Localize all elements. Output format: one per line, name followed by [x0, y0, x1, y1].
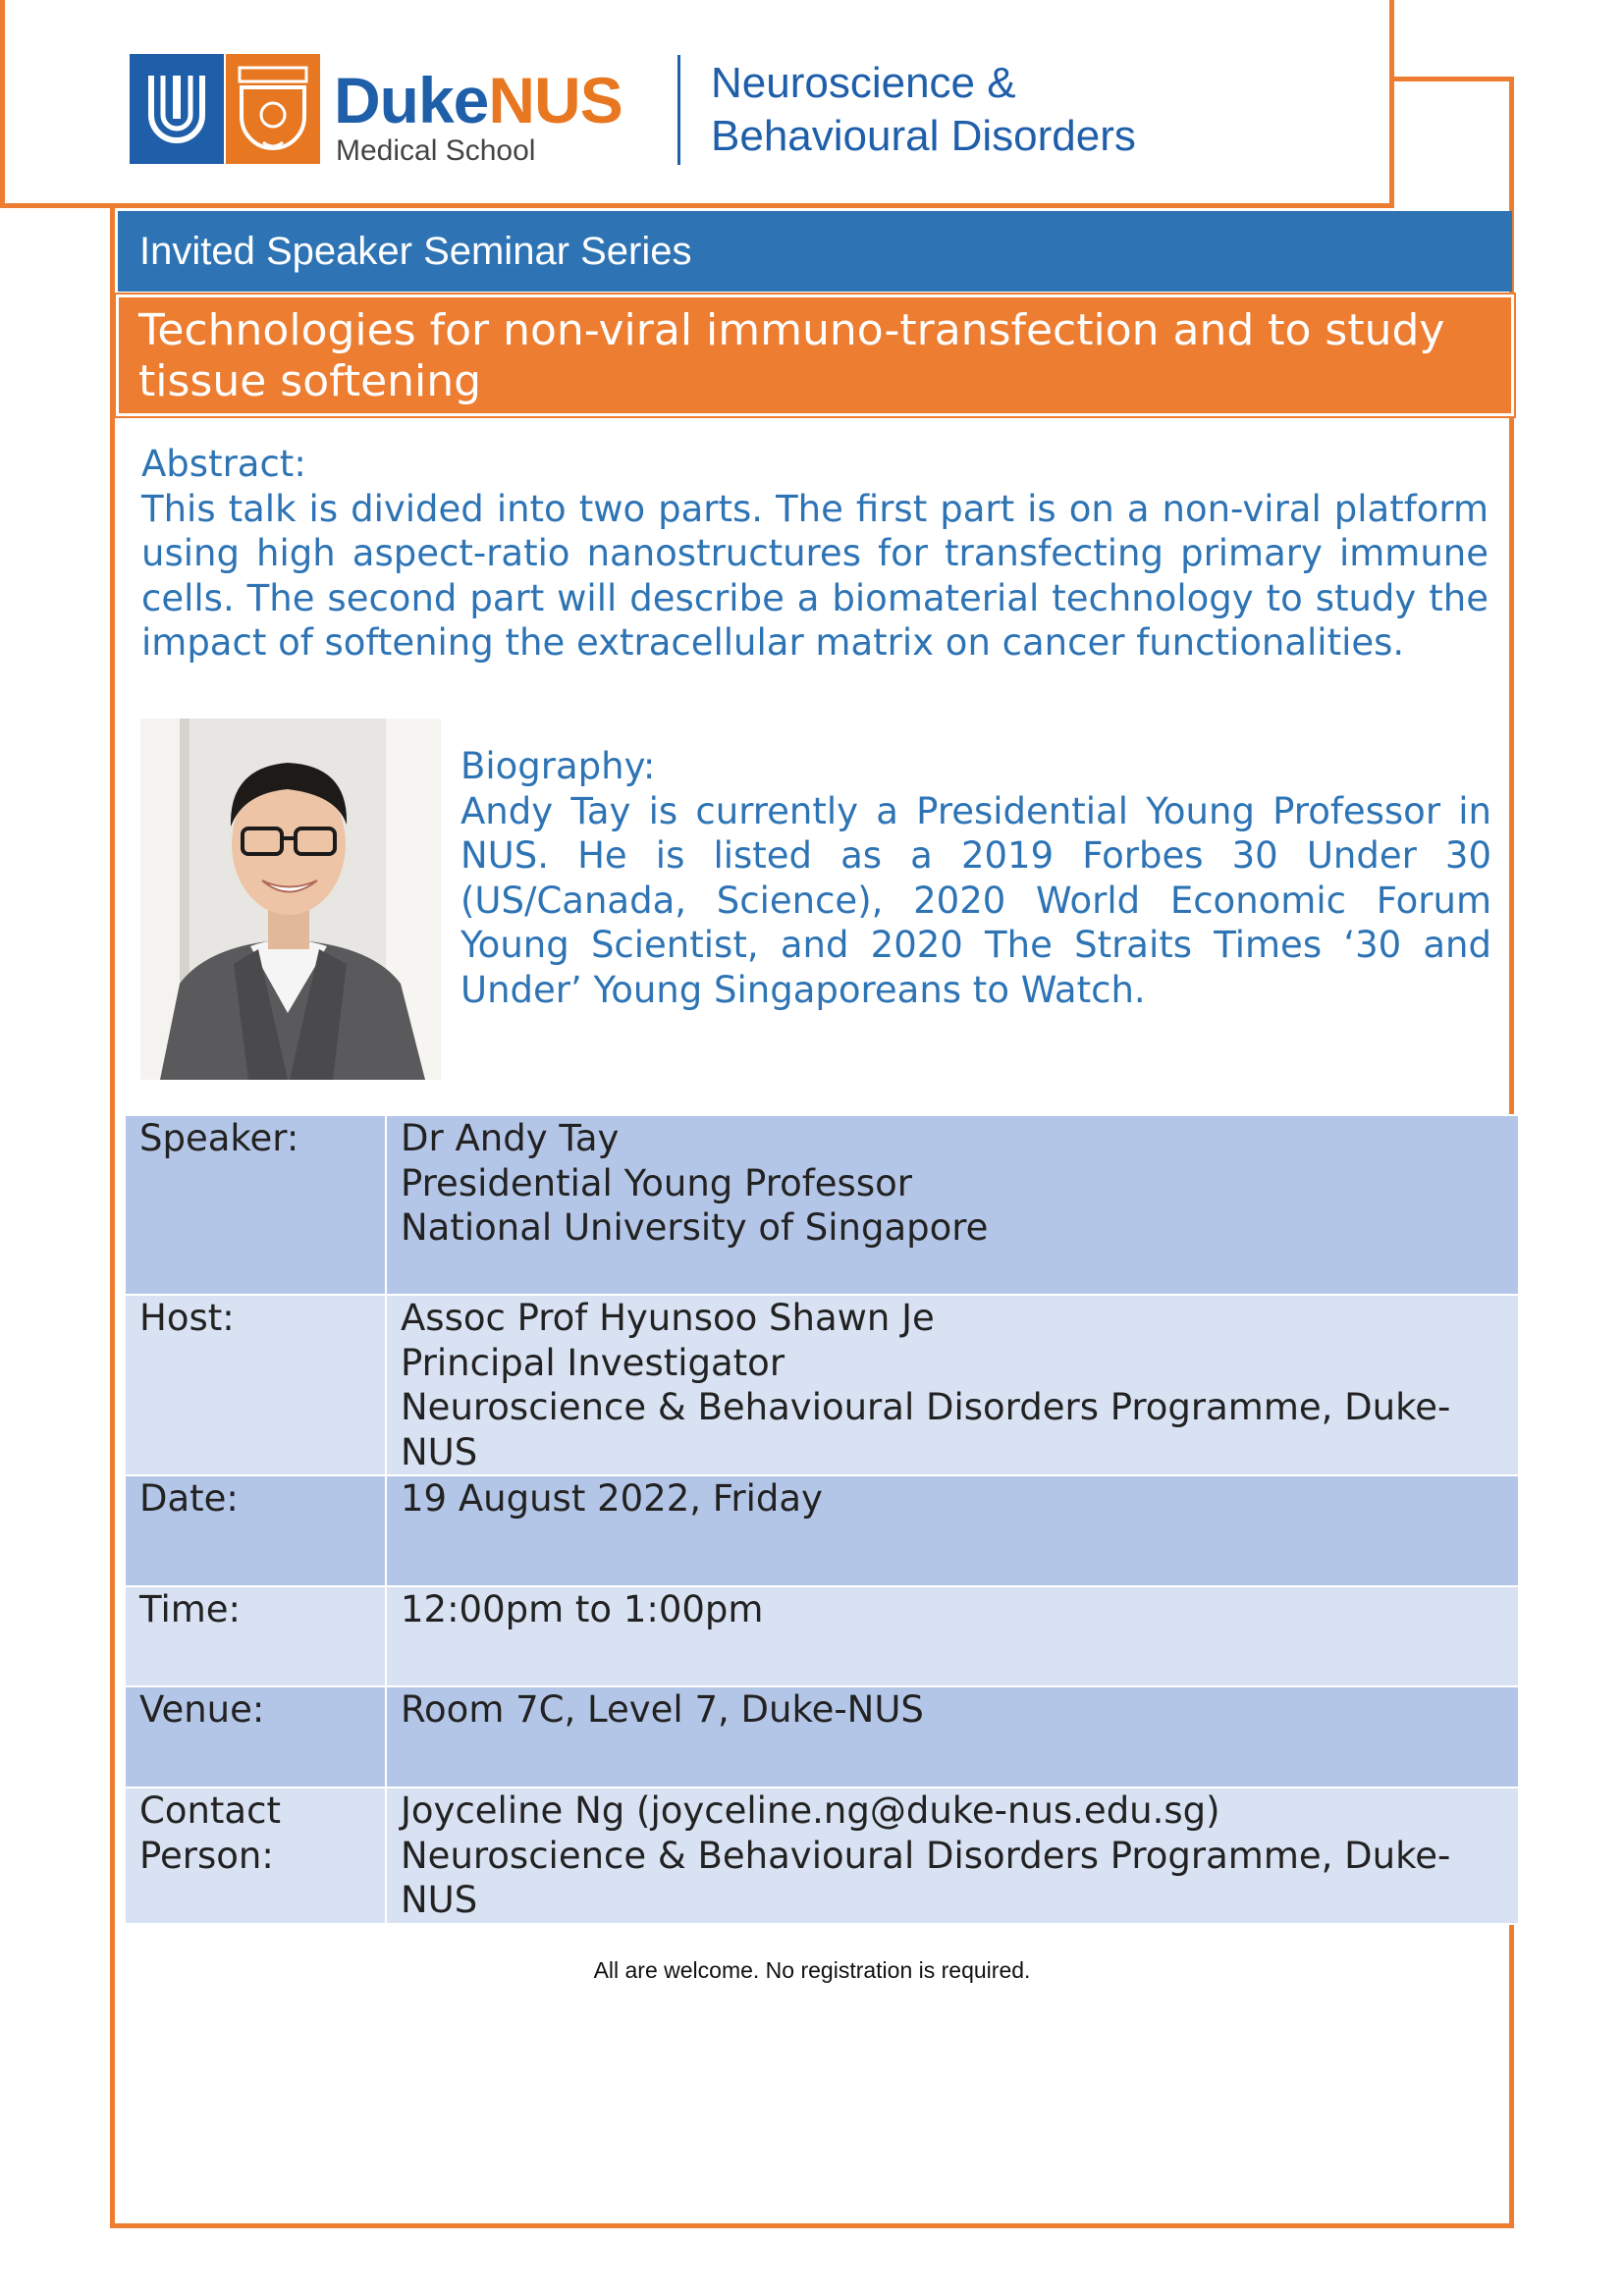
date-value: 19 August 2022, Friday	[386, 1475, 1519, 1586]
venue-label: Venue:	[125, 1686, 386, 1788]
time-label: Time:	[125, 1586, 386, 1686]
contact-name-email: Joyceline Ng (joyceline.ng@duke-nus.edu.sg)	[401, 1789, 1220, 1832]
seminar-details-table	[124, 1114, 1520, 1925]
duke-nus-logo	[128, 54, 638, 172]
logo-subtitle: Medical School	[336, 134, 536, 167]
series-banner: Invited Speaker Seminar Series	[118, 211, 1512, 292]
biography-text: Andy Tay is currently a Presidential Young Professor in NUS. He is listed as a 2019 Forbes 30 Under 30 (US/Canada, Science), 2020 World Economic Forum Young Scientist, and 2020 The Straits Times ‘30 and Under’ Young Singaporeans to Watch.	[460, 789, 1491, 1011]
host-title: Principal Investigator	[401, 1341, 785, 1384]
contact-row	[125, 1788, 1519, 1924]
speaker-value	[386, 1115, 1519, 1295]
biography-section	[460, 744, 1491, 1012]
contact-label-line1: Contact	[139, 1789, 281, 1832]
abstract-heading: Abstract:	[141, 443, 306, 485]
venue-row	[125, 1686, 1519, 1788]
nus-crest-icon	[226, 54, 320, 164]
date-label: Date:	[125, 1475, 386, 1586]
abstract-text: This talk is divided into two parts. The first part is on a non-viral platform using high aspect-ratio nanostructures for transfecting primary immune cells. The second part will describe a biomaterial technology to study the impact of softening the extracellular matrix on cancer functionalities.	[141, 487, 1489, 664]
talk-title-banner: Technologies for non-viral immuno-transfection and to study tissue softening	[116, 294, 1514, 416]
logo-duke-text: Duke	[334, 64, 489, 136]
speaker-label: Speaker:	[125, 1115, 386, 1295]
abstract-section	[141, 442, 1489, 666]
speaker-row	[125, 1115, 1519, 1295]
host-name: Assoc Prof Hyunsoo Shawn Je	[401, 1297, 935, 1339]
duke-shield-icon	[130, 54, 224, 164]
time-value: 12:00pm to 1:00pm	[386, 1586, 1519, 1686]
program-name	[711, 57, 1136, 163]
contact-value	[386, 1788, 1519, 1924]
contact-label-line2: Person:	[139, 1834, 274, 1877]
host-affiliation: Neuroscience & Behavioural Disorders Programme, Duke-NUS	[401, 1386, 1451, 1473]
logo-nus-text: NUS	[488, 64, 623, 136]
contact-label	[125, 1788, 386, 1924]
host-value	[386, 1295, 1519, 1475]
footer-note: All are welcome. No registration is required.	[593, 1957, 1031, 1983]
logo-divider	[677, 55, 680, 165]
venue-value: Room 7C, Level 7, Duke-NUS	[386, 1686, 1519, 1788]
time-row	[125, 1586, 1519, 1686]
speaker-title: Presidential Young Professor	[401, 1161, 912, 1204]
speaker-affiliation: National University of Singapore	[401, 1206, 989, 1249]
speaker-name: Dr Andy Tay	[401, 1117, 620, 1159]
contact-affiliation: Neuroscience & Behavioural Disorders Programme, Duke-NUS	[401, 1834, 1451, 1921]
logo-wordmark	[334, 64, 623, 136]
date-row	[125, 1475, 1519, 1586]
program-name-line2: Behavioural Disorders	[711, 112, 1136, 160]
program-name-line1: Neuroscience &	[711, 59, 1016, 107]
host-row	[125, 1295, 1519, 1475]
biography-heading: Biography:	[460, 745, 656, 787]
speaker-photo	[140, 719, 441, 1080]
host-label: Host:	[125, 1295, 386, 1475]
